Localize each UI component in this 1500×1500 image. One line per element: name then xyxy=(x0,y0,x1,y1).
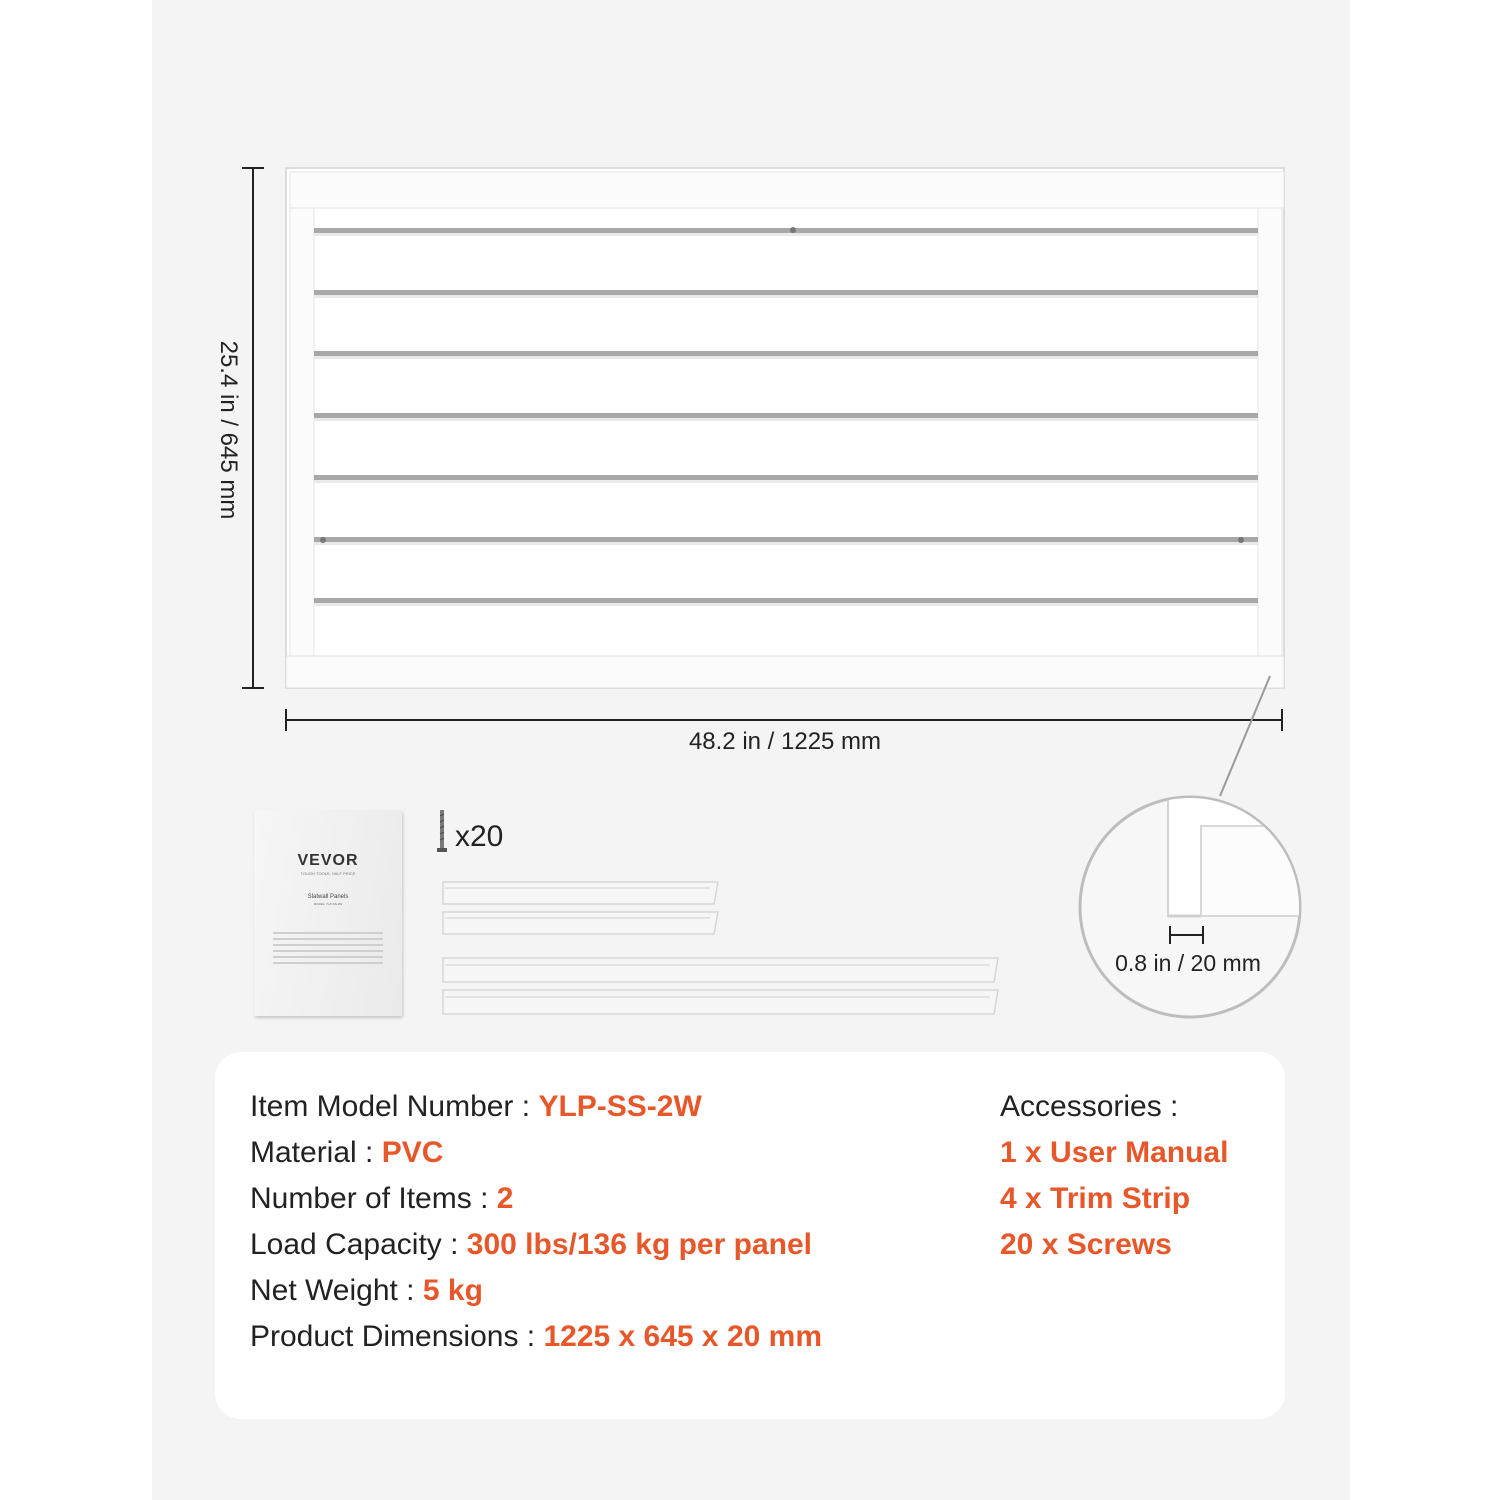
manual-text-lines xyxy=(273,932,383,964)
depth-detail-circle xyxy=(1080,796,1311,1017)
accessory-item: 20 x Screws xyxy=(1000,1228,1172,1261)
spec-value: 5 kg xyxy=(422,1274,483,1307)
height-dimension-label: 25.4 in / 645 mm xyxy=(215,340,242,520)
accessory-item: 1 x User Manual xyxy=(1000,1136,1229,1169)
spec-label: Material : xyxy=(250,1136,382,1169)
manual-tagline: TOUGH TOOLS, HALF PRICE xyxy=(300,871,356,876)
slatwall-panel xyxy=(286,168,1284,688)
manual-title: Slatwall Panels xyxy=(307,894,349,900)
manual-brand: VEVOR xyxy=(297,852,359,869)
user-manual-image xyxy=(254,810,402,1016)
spec-model-number xyxy=(250,1090,702,1124)
screw-icon xyxy=(437,810,447,852)
screw-quantity: x20 xyxy=(455,820,504,853)
accessories-heading: Accessories : xyxy=(1000,1090,1179,1123)
spec-value: PVC xyxy=(381,1136,444,1169)
spec-label: Number of Items : xyxy=(250,1182,497,1215)
spec-label: Product Dimensions : xyxy=(250,1320,544,1353)
accessory-item: 4 x Trim Strip xyxy=(1000,1182,1191,1215)
spec-label: Item Model Number : xyxy=(250,1090,539,1123)
spec-material xyxy=(250,1136,443,1170)
spec-product-dimensions xyxy=(250,1320,822,1354)
height-dimension-line xyxy=(242,168,264,688)
spec-number-of-items xyxy=(250,1182,513,1216)
spec-net-weight xyxy=(250,1274,483,1308)
width-dimension-label: 48.2 in / 1225 mm xyxy=(688,728,882,755)
manual-model: MODEL: YLP-SS-2W xyxy=(313,902,343,906)
spec-load-capacity xyxy=(250,1228,812,1262)
spec-value: YLP-SS-2W xyxy=(538,1090,702,1123)
trim-strips xyxy=(443,882,998,1014)
spec-value: 300 lbs/136 kg per panel xyxy=(466,1228,812,1261)
spec-label: Load Capacity : xyxy=(250,1228,467,1261)
depth-dimension-label: 0.8 in / 20 mm xyxy=(1115,950,1261,976)
spec-value: 1225 x 645 x 20 mm xyxy=(543,1320,823,1353)
detail-callout-line xyxy=(1220,676,1270,796)
spec-label: Net Weight : xyxy=(250,1274,423,1307)
spec-value: 2 xyxy=(496,1182,514,1215)
